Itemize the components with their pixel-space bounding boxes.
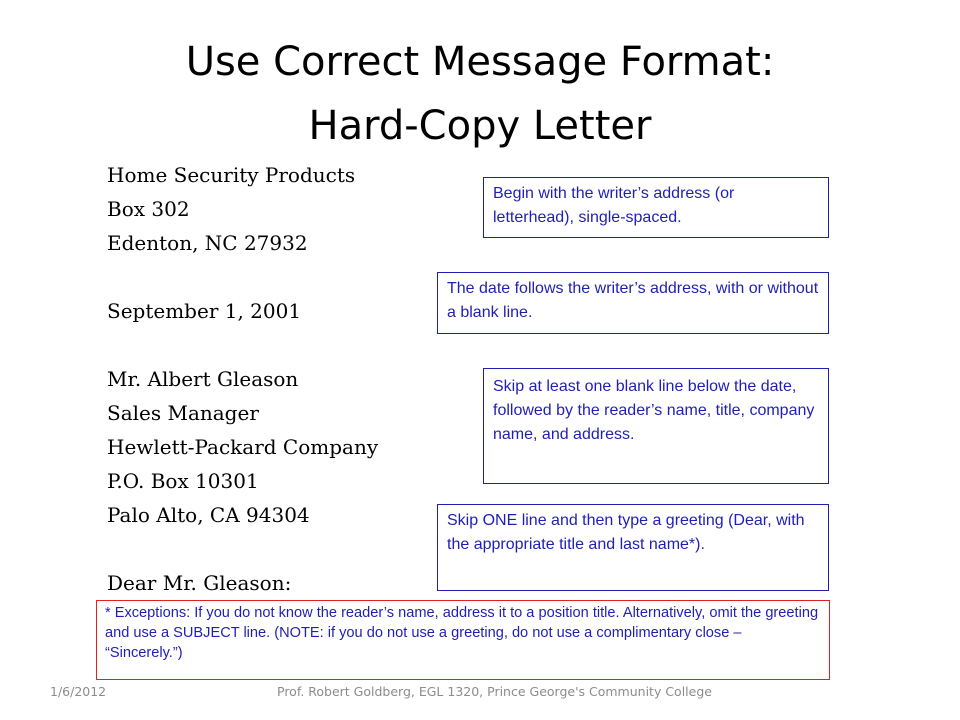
exception-note: * Exceptions: If you do not know the reader’s name, address it to a position title. Alternatively, omit the greeting and use a SUBJECT line. (NOTE: if you do not use a greeting, do not use a complimentary close – “Sincerely.”) [96, 600, 830, 680]
recipient-box: P.O. Box 10301 [107, 469, 259, 493]
blank-line [107, 260, 378, 294]
note-greeting: Skip ONE line and then type a greeting (Dear, with the appropriate title and last name*). [437, 504, 829, 591]
letter-date: September 1, 2001 [107, 299, 302, 323]
footer-date: 1/6/2012 [50, 684, 107, 699]
recipient-title: Sales Manager [107, 401, 259, 425]
sample-letter [107, 158, 378, 600]
note-date: The date follows the writer’s address, with or without a blank line. [437, 272, 829, 334]
blank-line [107, 328, 378, 362]
blank-line [107, 532, 378, 566]
sender-city: Edenton, NC 27932 [107, 231, 308, 255]
sender-box: Box 302 [107, 197, 190, 221]
footer-credit: Prof. Robert Goldberg, EGL 1320, Prince George's Community College [277, 684, 712, 699]
note-reader-address: Skip at least one blank line below the date, followed by the reader’s name, title, company name, and address. [483, 368, 829, 484]
greeting: Dear Mr. Gleason: [107, 571, 292, 595]
slide-title-line-2: Hard-Copy Letter [308, 103, 652, 149]
sender-name: Home Security Products [107, 163, 356, 187]
note-writer-address: Begin with the writer’s address (or letterhead), single-spaced. [483, 177, 829, 238]
recipient-name: Mr. Albert Gleason [107, 367, 299, 391]
recipient-city: Palo Alto, CA 94304 [107, 503, 310, 527]
slide-title-line-1: Use Correct Message Format: [185, 39, 775, 85]
recipient-company: Hewlett-Packard Company [107, 435, 379, 459]
